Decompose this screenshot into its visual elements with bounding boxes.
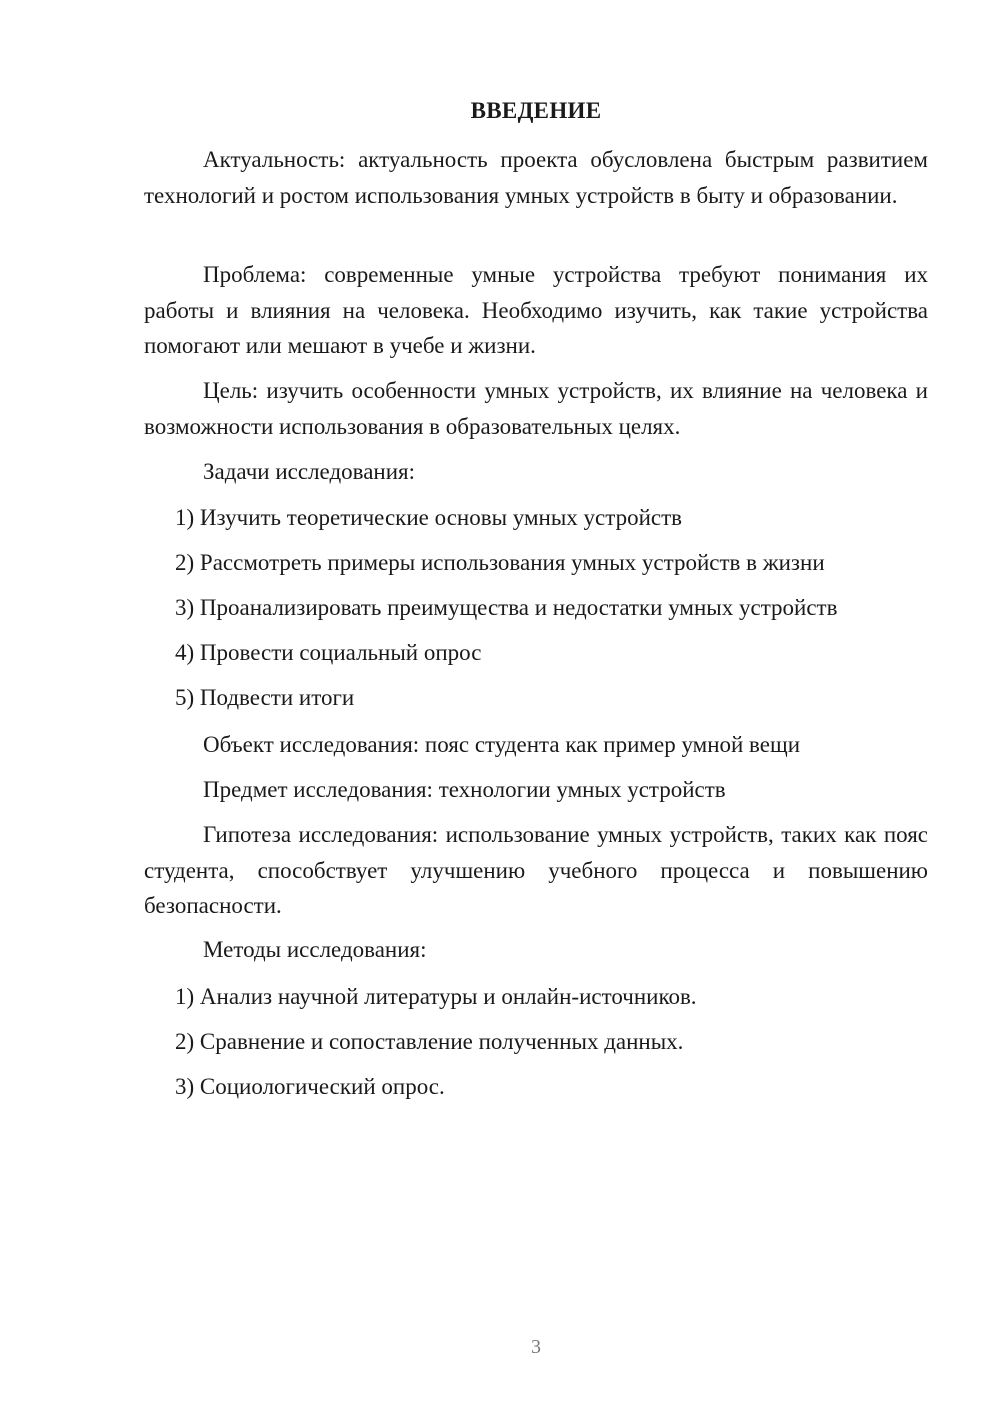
page-number: 3 <box>531 1336 541 1358</box>
task-item: 1) Изучить теоретические основы умных устройств <box>175 505 682 530</box>
task-item: 3) Проанализировать преимущества и недостатки умных устройств <box>175 595 838 620</box>
methods-heading: Методы исследования: <box>203 937 427 962</box>
relevance-paragraph: Актуальность: актуальность проекта обусловлена быстрым развитием технологий и ростом использования умных устройств в быту и образовании. <box>144 147 928 208</box>
goal-paragraph: Цель: изучить особенности умных устройств, их влияние на человека и возможности использования в образовательных целях. <box>144 378 928 439</box>
task-item: 5) Подвести итоги <box>175 685 355 710</box>
method-item: 1) Анализ научной литературы и онлайн-источников. <box>175 984 697 1009</box>
method-item: 3) Социологический опрос. <box>175 1074 445 1099</box>
subject-line: Предмет исследования: технологии умных устройств <box>203 777 726 802</box>
object-line: Объект исследования: пояс студента как пример умной вещи <box>203 732 801 757</box>
page-title: ВВЕДЕНИЕ <box>470 98 602 123</box>
hypothesis-paragraph: Гипотеза исследования: использование умных устройств, таких как пояс студента, способствует улучшению учебного процесса и повышению безопасности. <box>144 822 928 918</box>
method-item: 2) Сравнение и сопоставление полученных данных. <box>175 1029 684 1054</box>
tasks-heading: Задачи исследования: <box>203 459 416 484</box>
task-item: 4) Провести социальный опрос <box>175 640 482 665</box>
task-item: 2) Рассмотреть примеры использования умных устройств в жизни <box>175 550 825 575</box>
problem-paragraph: Проблема: современные умные устройства требуют понимания их работы и влияния на человека. Необходимо изучить, как такие устройства помогают или мешают в учебе и жизни. <box>144 262 928 358</box>
